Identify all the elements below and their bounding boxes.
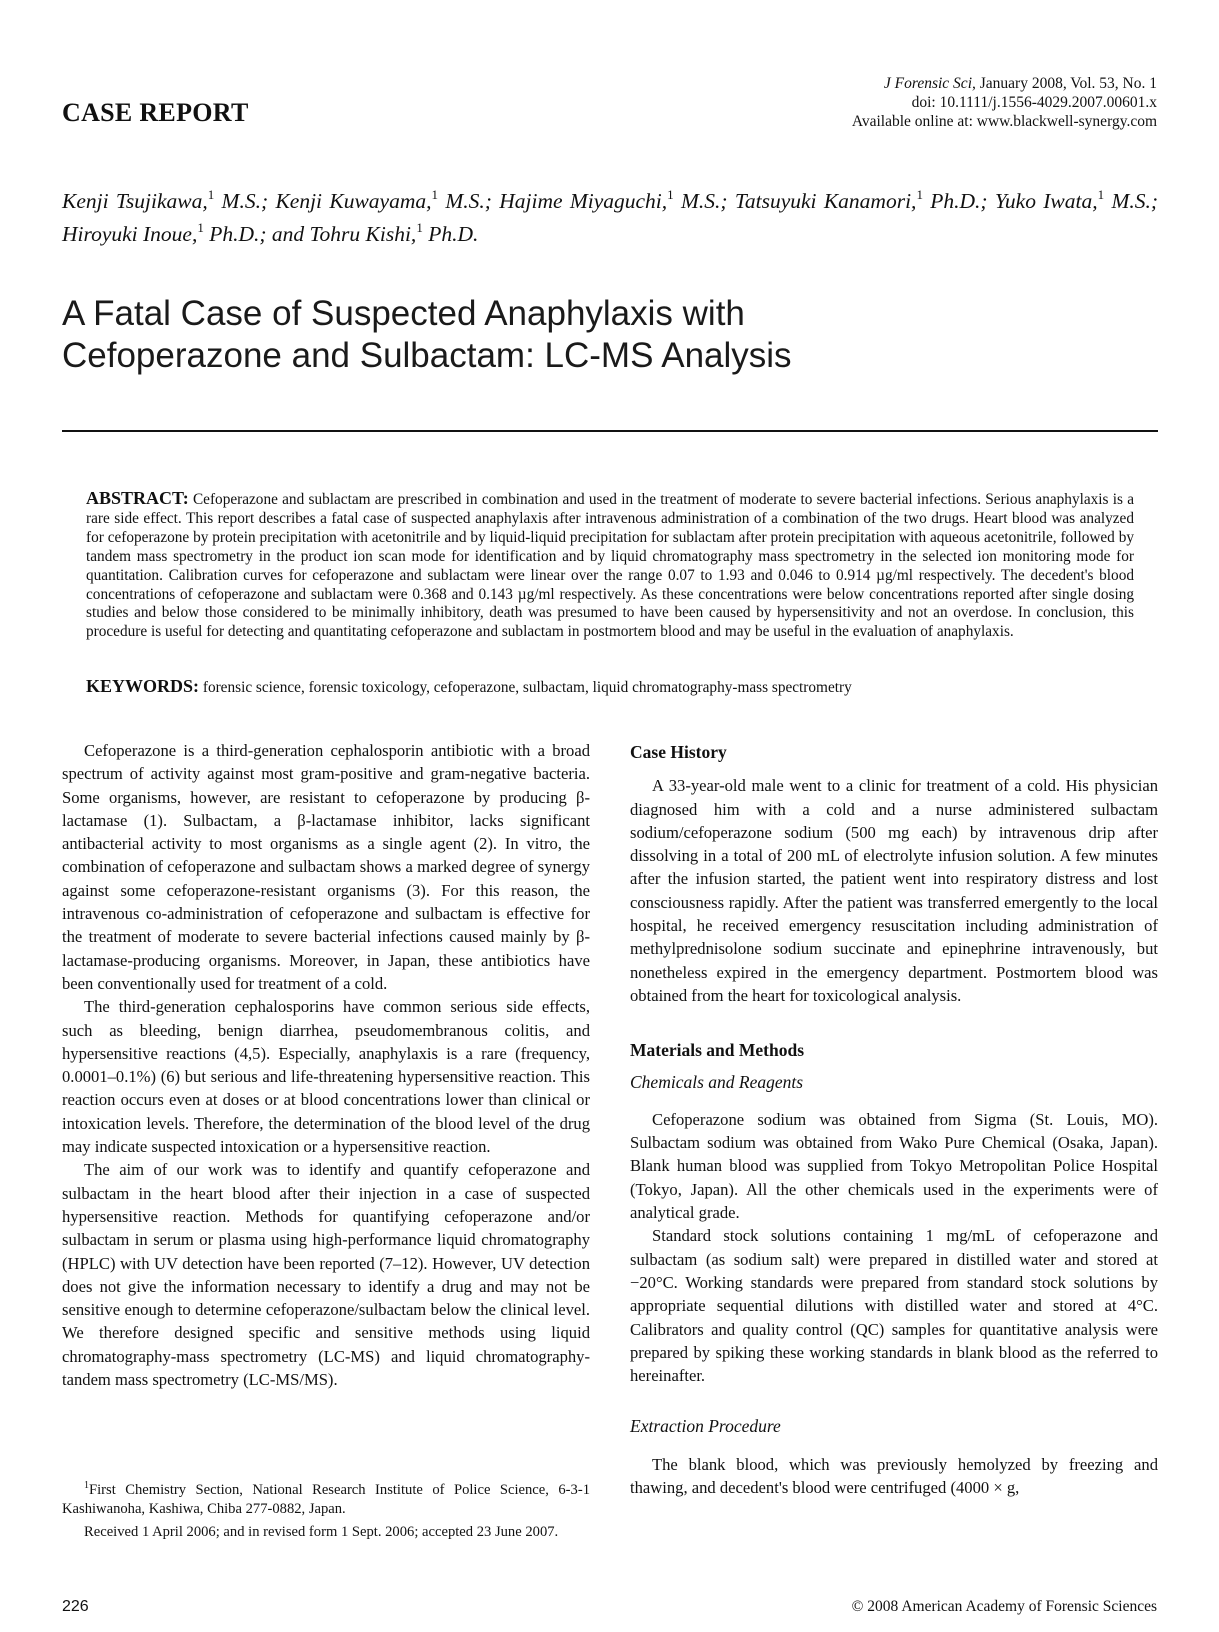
journal-citation bbox=[852, 74, 1157, 93]
section-label: CASE REPORT bbox=[62, 98, 249, 127]
author: Hiroyuki Inoue,$^1$ Ph.D.; bbox=[62, 220, 267, 246]
title-divider bbox=[62, 430, 1158, 432]
author: Yuko Iwata,$^1$ M.S.; bbox=[994, 187, 1159, 213]
author: and Tohru Kishi,$^1$ Ph.D. bbox=[271, 220, 479, 246]
intro-paragraph-1: Cefoperazone is a third-generation cephalosporin antibiotic with a broad spectrum of activity against most gram-positive and gram-negative bacteria. Some organisms, however, are resistant to cefoperazone by producing β-lactamase (1). Sulbactam, a β-lactamase inhibitor, lacks significant antibacterial activity to most organisms as a single agent (2). In vitro, the combination of cefoperazone and sulbactam shows a marked degree of synergy against some cefoperazone-resistant organisms (3). For this reason, the intravenous co-administration of cefoperazone and sulbactam is effective for the treatment of moderate to severe bacterial infections caused mainly by β-lactamase-producing organisms. Moreover, in Japan, these antibiotics have been conventionally used for treatment of a cold. bbox=[62, 741, 590, 993]
intro-paragraph-3: The aim of our work was to identify and quantify cefoperazone and sulbactam in the heart blood after their injection in a case of suspected hypersensitive reaction. Methods for quantifying cefoperazone and/or sulbactam in serum or plasma using high-performance liquid chromatography (HPLC) with UV detection have been reported (7–12). However, UV detection does not give the information necessary to identify a drug and may not be sensitive enough to determine cefoperazone/sulbactam below the clinical level. We therefore designed specific and sensitive methods using liquid chromatography-mass spectrometry (LC-MS) and liquid chromatography-tandem mass spectrometry (LC-MS/MS). bbox=[62, 1160, 590, 1390]
abstract-label: ABSTRACT: bbox=[86, 488, 189, 508]
availability-link[interactable]: Available online at: www.blackwell-synergy.com bbox=[851, 113, 1157, 130]
keywords bbox=[86, 676, 1134, 697]
received-note: Received 1 April 2006; and in revised form 1 Sept. 2006; accepted 23 June 2007. bbox=[84, 1524, 559, 1540]
chemicals-paragraph-1: Cefoperazone sodium was obtained from Sigma (St. Louis, MO). Sulbactam sodium was obtained from Wako Pure Chemical (Osaka, Japan). Blank human blood was supplied from Tokyo Metropolitan Police Hospital (Tokyo, Japan). All the other chemicals used in the experiments were of analytical grade. bbox=[630, 1109, 1158, 1223]
extraction-paragraph-1: The blank blood, which was previously hemolyzed by freezing and thawing, and decedent's blood were centrifuged (4000 × g, bbox=[630, 1454, 1158, 1498]
case-history-paragraph: A 33-year-old male went to a clinic for treatment of a cold. His physician diagnosed him with a cold and a nurse administered sulbactam sodium/cefoperazone sodium (500 mg each) by intravenous drip after dissolving in a total of 200 mL of electrolyte infusion solution. A few minutes after the infusion started, the patient went into respiratory distress and lost consciousness rapidly. After the patient was transferred emergently to the local hospital, he received emergency resuscitation including administration of methylprednisolone sodium succinate and epinephrine intravenously, but nonetheless expired in the emergency department. Postmortem blood was obtained from the heart for toxicological analysis. bbox=[630, 776, 1158, 1005]
abstract bbox=[86, 489, 1134, 642]
methods-heading: Materials and Methods bbox=[630, 1040, 805, 1061]
title-line-2: Cefoperazone and Sulbactam: LC-MS Analysis bbox=[62, 336, 792, 375]
page-number: 226 bbox=[62, 1598, 89, 1615]
author: Tatsuyuki Kanamori,$^1$ Ph.D.; bbox=[734, 187, 988, 213]
keywords-label: KEYWORDS: bbox=[86, 676, 200, 696]
author-list bbox=[62, 185, 1158, 251]
author: Hajime Miyaguchi,$^1$ M.S.; bbox=[499, 187, 728, 213]
article-title bbox=[62, 293, 1062, 377]
footnote bbox=[62, 1481, 590, 1542]
right-column bbox=[630, 741, 1158, 1499]
case-history-heading: Case History bbox=[630, 742, 727, 762]
left-column bbox=[62, 739, 590, 1391]
intro-paragraph-2: The third-generation cephalosporins have common serious side effects, such as bleeding, benign diarrhea, pseudomembranous colitis, and hypersensitive reactions (4,5). Especially, anaphylaxis is a rare (frequency, 0.0001–0.1%) (6) but serious and life-threatening hypersensitive reaction. This reaction occurs even at doses or at blood concentrations lower than clinical or intoxication levels. Therefore, the determination of the blood level of the drug may indicate suspected intoxication or a hypersensitive reaction. bbox=[62, 997, 590, 1157]
author: Kenji Tsujikawa,$^1$ M.S.; bbox=[62, 187, 269, 213]
journal-name: J Forensic Sci, bbox=[883, 75, 976, 92]
chemicals-paragraph-2: Standard stock solutions containing 1 mg/mL of cefoperazone and sulbactam (as sodium salt) were prepared in distilled water and stored at −20°C. Working standards were prepared from standard stock solutions by appropriate sequential dilutions with distilled water and stored at 4°C. Calibrators and quality control (QC) samples for quantitative analysis were prepared by spiking these working standards in blank blood as the referred to hereinafter. bbox=[630, 1226, 1158, 1386]
abstract-text: Cefoperazone and sublactam are prescribed in combination and used in the treatment of moderate to severe bacterial infections. Serious anaphylaxis is a rare side effect. This report describes a fatal case of suspected anaphylaxis after intravenous administration of a combination of the two drugs. Heart blood was analyzed for cefoperazone by protein precipitation with acetonitrile and by liquid-liquid precipitation for sublactam after protein precipitation with aqueous acetonitrile, followed by tandem mass spectrometry in the product ion scan mode for identification and by liquid chromatography mass spectrometry in the selected ion monitoring mode for quantitation. Calibration curves for cefoperazone and sublactam were linear over the range 0.07 to 1.93 and 0.046 to 0.914 µg/ml respectively. The decedent's blood concentrations of cefoperazone and sublactam were 0.368 and 0.143 µg/ml respectively. As these concentrations were below concentrations reported after single dosing studies and below those considered to be minimally inhibitory, death was presumed to have been caused by hypersensitivity and not an overdose. In conclusion, this procedure is useful for detecting and quantitating cefoperazone and sublactam in postmortem blood and may be useful in the evaluation of anaphylaxis. bbox=[86, 491, 1134, 641]
extraction-heading: Extraction Procedure bbox=[630, 1416, 781, 1437]
keywords-text: forensic science, forensic toxicology, cefoperazone, sulbactam, liquid chromatography-mass spectrometry bbox=[202, 679, 852, 696]
journal-issue: January 2008, Vol. 53, No. 1 bbox=[979, 75, 1157, 92]
journal-info bbox=[852, 74, 1157, 131]
chemicals-heading: Chemicals and Reagents bbox=[630, 1071, 804, 1092]
title-line-1: A Fatal Case of Suspected Anaphylaxis with bbox=[62, 294, 745, 333]
author: Kenji Kuwayama,$^1$ M.S.; bbox=[275, 187, 492, 213]
affiliation-note: $^1$First Chemistry Section, National Research Institute of Police Science, 6-3-1 Kashiwanoha, Kashiwa, Chiba 277-0882, Japan. bbox=[62, 1480, 590, 1517]
doi: doi: 10.1111/j.1556-4029.2007.00601.x bbox=[911, 94, 1157, 111]
copyright: © 2008 American Academy of Forensic Sciences bbox=[851, 1598, 1157, 1615]
